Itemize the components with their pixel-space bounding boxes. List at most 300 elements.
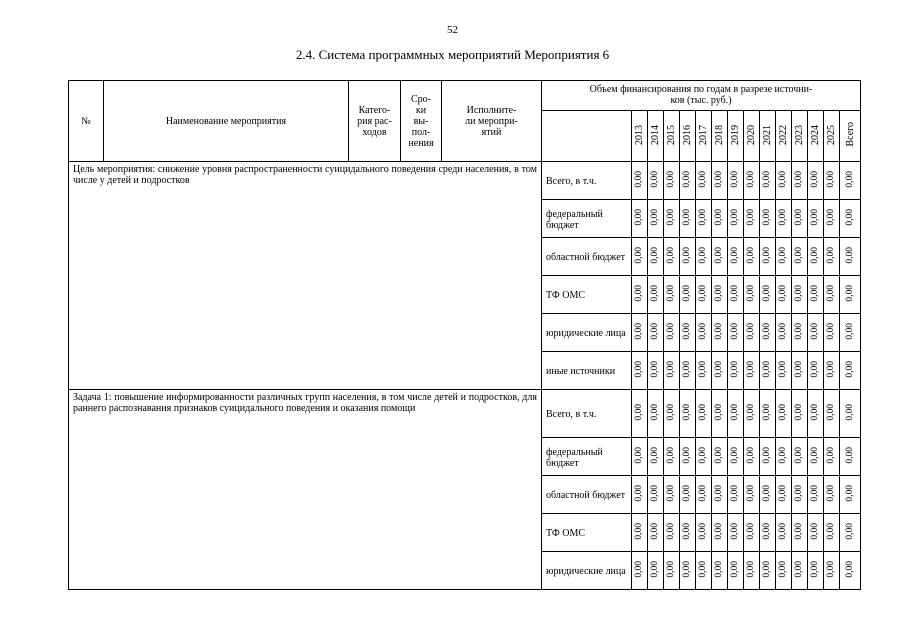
value-text: 0,00 xyxy=(650,403,660,421)
value-text: 0,00 xyxy=(746,360,756,378)
value-cell xyxy=(792,314,808,352)
value-cell xyxy=(648,314,664,352)
value-text: 0,00 xyxy=(778,360,788,378)
value-text: 0,00 xyxy=(682,246,692,264)
header-category: Катего- рия рас- ходов xyxy=(349,81,401,162)
year-header xyxy=(680,111,696,162)
value-text: 0,00 xyxy=(826,360,836,378)
year-header-label: 2014 xyxy=(650,124,661,145)
value-text: 0,00 xyxy=(714,208,724,226)
value-text: 0,00 xyxy=(698,403,708,421)
value-text: 0,00 xyxy=(826,403,836,421)
funding-source: федеральный бюджет xyxy=(542,200,632,238)
value-text: 0,00 xyxy=(698,170,708,188)
value-text: 0,00 xyxy=(666,560,676,578)
value-text: 0,00 xyxy=(778,560,788,578)
value-cell xyxy=(840,200,861,238)
value-cell xyxy=(712,552,728,590)
value-text: 0,00 xyxy=(682,284,692,302)
value-text: 0,00 xyxy=(698,446,708,464)
year-header xyxy=(632,111,648,162)
value-text: 0,00 xyxy=(634,322,644,340)
value-cell xyxy=(824,352,840,390)
value-text: 0,00 xyxy=(844,403,855,421)
value-text: 0,00 xyxy=(666,360,676,378)
program-activities-table xyxy=(68,80,861,590)
value-text: 0,00 xyxy=(844,522,855,540)
value-cell xyxy=(712,238,728,276)
value-cell xyxy=(808,476,824,514)
value-text: 0,00 xyxy=(810,284,820,302)
value-text: 0,00 xyxy=(844,208,855,226)
funding-source: юридические лица xyxy=(542,314,632,352)
value-cell xyxy=(712,200,728,238)
value-cell xyxy=(760,314,776,352)
value-text: 0,00 xyxy=(810,360,820,378)
value-text: 0,00 xyxy=(698,560,708,578)
value-cell xyxy=(696,390,712,438)
value-text: 0,00 xyxy=(746,446,756,464)
value-cell xyxy=(760,238,776,276)
funding-source: ТФ ОМС xyxy=(542,276,632,314)
funding-source: Всего, в т.ч. xyxy=(542,162,632,200)
value-cell xyxy=(760,514,776,552)
value-cell xyxy=(648,476,664,514)
value-cell xyxy=(632,238,648,276)
year-header-label: 2015 xyxy=(666,124,677,145)
value-cell xyxy=(808,238,824,276)
year-header-label: 2018 xyxy=(714,124,725,145)
value-text: 0,00 xyxy=(810,208,820,226)
value-cell xyxy=(712,514,728,552)
value-cell xyxy=(776,200,792,238)
year-header-label: 2019 xyxy=(730,124,741,145)
value-cell xyxy=(632,438,648,476)
value-text: 0,00 xyxy=(730,322,740,340)
value-cell xyxy=(712,438,728,476)
year-header-label: 2022 xyxy=(778,124,789,145)
value-cell xyxy=(680,476,696,514)
value-text: 0,00 xyxy=(746,522,756,540)
value-text: 0,00 xyxy=(634,522,644,540)
value-cell xyxy=(792,438,808,476)
value-cell xyxy=(632,552,648,590)
value-cell xyxy=(840,276,861,314)
header-name: Наименование мероприятия xyxy=(104,81,349,162)
value-text: 0,00 xyxy=(778,246,788,264)
value-cell xyxy=(648,238,664,276)
value-cell xyxy=(792,352,808,390)
value-text: 0,00 xyxy=(698,484,708,502)
value-cell xyxy=(728,390,744,438)
value-text: 0,00 xyxy=(682,360,692,378)
value-cell xyxy=(728,314,744,352)
value-text: 0,00 xyxy=(762,208,772,226)
value-text: 0,00 xyxy=(778,522,788,540)
value-text: 0,00 xyxy=(714,360,724,378)
value-text: 0,00 xyxy=(762,284,772,302)
year-header xyxy=(696,111,712,162)
value-cell xyxy=(728,476,744,514)
value-text: 0,00 xyxy=(650,246,660,264)
value-text: 0,00 xyxy=(682,403,692,421)
value-cell xyxy=(792,514,808,552)
value-cell xyxy=(840,552,861,590)
value-cell xyxy=(824,438,840,476)
value-cell xyxy=(696,276,712,314)
value-text: 0,00 xyxy=(666,446,676,464)
value-cell xyxy=(744,238,760,276)
year-header-label: 2024 xyxy=(810,124,821,145)
value-cell xyxy=(680,314,696,352)
value-text: 0,00 xyxy=(714,484,724,502)
value-cell xyxy=(664,476,680,514)
value-text: 0,00 xyxy=(650,522,660,540)
value-text: 0,00 xyxy=(746,284,756,302)
year-header-label: 2020 xyxy=(746,124,757,145)
value-text: 0,00 xyxy=(666,246,676,264)
value-text: 0,00 xyxy=(746,403,756,421)
value-text: 0,00 xyxy=(698,522,708,540)
value-cell xyxy=(728,276,744,314)
table-row xyxy=(69,162,861,200)
value-text: 0,00 xyxy=(794,560,804,578)
value-cell xyxy=(840,390,861,438)
value-cell xyxy=(744,514,760,552)
value-cell xyxy=(776,238,792,276)
value-cell xyxy=(664,238,680,276)
goal-text: Цель мероприятия: снижение уровня распространенности суицидального поведения среди населения, в том числе у детей и подростков xyxy=(69,162,542,390)
value-text: 0,00 xyxy=(730,284,740,302)
value-cell xyxy=(632,314,648,352)
value-cell xyxy=(728,352,744,390)
value-cell xyxy=(776,514,792,552)
value-cell xyxy=(712,390,728,438)
value-cell xyxy=(680,162,696,200)
value-cell xyxy=(824,514,840,552)
value-cell xyxy=(680,438,696,476)
funding-source: областной бюджет xyxy=(542,238,632,276)
value-text: 0,00 xyxy=(634,208,644,226)
value-text: 0,00 xyxy=(650,208,660,226)
value-cell xyxy=(808,438,824,476)
value-text: 0,00 xyxy=(666,522,676,540)
year-header xyxy=(776,111,792,162)
value-text: 0,00 xyxy=(762,484,772,502)
header-funding: Объем финансирования по годам в разрезе источни- ков (тыс. руб.) xyxy=(542,81,861,111)
value-text: 0,00 xyxy=(826,246,836,264)
value-text: 0,00 xyxy=(826,208,836,226)
value-text: 0,00 xyxy=(666,322,676,340)
value-text: 0,00 xyxy=(666,484,676,502)
value-text: 0,00 xyxy=(682,522,692,540)
year-header xyxy=(712,111,728,162)
value-cell xyxy=(728,514,744,552)
value-cell xyxy=(792,390,808,438)
value-cell xyxy=(824,390,840,438)
value-text: 0,00 xyxy=(778,484,788,502)
page-number: 52 xyxy=(447,24,458,36)
value-cell xyxy=(712,476,728,514)
value-cell xyxy=(824,476,840,514)
value-text: 0,00 xyxy=(762,246,772,264)
value-cell xyxy=(680,552,696,590)
value-text: 0,00 xyxy=(634,484,644,502)
value-text: 0,00 xyxy=(826,522,836,540)
year-header xyxy=(664,111,680,162)
value-text: 0,00 xyxy=(634,446,644,464)
value-text: 0,00 xyxy=(730,522,740,540)
value-text: 0,00 xyxy=(714,560,724,578)
value-cell xyxy=(744,552,760,590)
value-cell xyxy=(840,514,861,552)
value-text: 0,00 xyxy=(826,322,836,340)
value-cell xyxy=(792,552,808,590)
value-cell xyxy=(728,552,744,590)
year-header-label: 2021 xyxy=(762,124,773,145)
value-cell xyxy=(680,352,696,390)
value-cell xyxy=(648,200,664,238)
value-cell xyxy=(840,438,861,476)
value-text: 0,00 xyxy=(650,560,660,578)
value-cell xyxy=(648,276,664,314)
value-cell xyxy=(664,438,680,476)
value-text: 0,00 xyxy=(698,246,708,264)
value-text: 0,00 xyxy=(810,322,820,340)
year-header xyxy=(840,111,861,162)
value-text: 0,00 xyxy=(714,246,724,264)
value-text: 0,00 xyxy=(634,403,644,421)
value-text: 0,00 xyxy=(778,446,788,464)
value-text: 0,00 xyxy=(682,446,692,464)
value-cell xyxy=(632,390,648,438)
value-cell xyxy=(664,352,680,390)
value-text: 0,00 xyxy=(826,446,836,464)
value-text: 0,00 xyxy=(682,170,692,188)
value-text: 0,00 xyxy=(650,170,660,188)
value-cell xyxy=(696,552,712,590)
value-text: 0,00 xyxy=(826,170,836,188)
value-cell xyxy=(680,514,696,552)
year-header-label: Всего xyxy=(844,122,856,147)
value-text: 0,00 xyxy=(682,208,692,226)
value-text: 0,00 xyxy=(666,284,676,302)
value-text: 0,00 xyxy=(666,403,676,421)
year-header xyxy=(744,111,760,162)
value-text: 0,00 xyxy=(666,208,676,226)
value-text: 0,00 xyxy=(634,170,644,188)
header-source-blank xyxy=(542,111,632,162)
value-cell xyxy=(648,390,664,438)
value-cell xyxy=(776,276,792,314)
value-text: 0,00 xyxy=(698,322,708,340)
value-cell xyxy=(680,390,696,438)
value-cell xyxy=(632,476,648,514)
value-cell xyxy=(728,162,744,200)
value-cell xyxy=(808,552,824,590)
value-text: 0,00 xyxy=(810,246,820,264)
value-text: 0,00 xyxy=(682,560,692,578)
value-cell xyxy=(648,514,664,552)
value-text: 0,00 xyxy=(810,560,820,578)
value-cell xyxy=(776,438,792,476)
value-text: 0,00 xyxy=(794,360,804,378)
value-text: 0,00 xyxy=(844,246,855,264)
value-cell xyxy=(696,438,712,476)
funding-source: юридические лица xyxy=(542,552,632,590)
year-header-label: 2023 xyxy=(794,124,805,145)
table-row xyxy=(69,390,861,438)
value-cell xyxy=(760,438,776,476)
value-text: 0,00 xyxy=(746,208,756,226)
year-header xyxy=(792,111,808,162)
value-text: 0,00 xyxy=(650,284,660,302)
value-text: 0,00 xyxy=(794,403,804,421)
value-cell xyxy=(664,162,680,200)
value-cell xyxy=(760,352,776,390)
value-cell xyxy=(648,438,664,476)
value-text: 0,00 xyxy=(730,170,740,188)
value-text: 0,00 xyxy=(762,560,772,578)
value-cell xyxy=(696,352,712,390)
value-text: 0,00 xyxy=(650,322,660,340)
value-text: 0,00 xyxy=(714,322,724,340)
value-text: 0,00 xyxy=(730,446,740,464)
value-text: 0,00 xyxy=(810,403,820,421)
value-cell xyxy=(824,200,840,238)
value-text: 0,00 xyxy=(844,446,855,464)
value-text: 0,00 xyxy=(762,322,772,340)
value-text: 0,00 xyxy=(682,484,692,502)
year-header-label: 2013 xyxy=(634,124,645,145)
year-header xyxy=(824,111,840,162)
value-cell xyxy=(840,238,861,276)
value-text: 0,00 xyxy=(714,446,724,464)
value-cell xyxy=(728,238,744,276)
value-cell xyxy=(792,200,808,238)
year-header xyxy=(808,111,824,162)
value-cell xyxy=(808,200,824,238)
value-text: 0,00 xyxy=(714,403,724,421)
value-text: 0,00 xyxy=(794,246,804,264)
value-text: 0,00 xyxy=(794,170,804,188)
value-cell xyxy=(744,276,760,314)
header-terms: Сро- ки вы- пол- нения xyxy=(401,81,442,162)
value-cell xyxy=(632,276,648,314)
value-text: 0,00 xyxy=(810,446,820,464)
value-text: 0,00 xyxy=(778,403,788,421)
value-cell xyxy=(664,200,680,238)
value-text: 0,00 xyxy=(778,208,788,226)
value-text: 0,00 xyxy=(634,560,644,578)
value-text: 0,00 xyxy=(650,360,660,378)
value-cell xyxy=(680,276,696,314)
value-cell xyxy=(632,514,648,552)
value-text: 0,00 xyxy=(826,560,836,578)
value-cell xyxy=(776,314,792,352)
value-text: 0,00 xyxy=(634,246,644,264)
value-cell xyxy=(808,314,824,352)
value-cell xyxy=(760,552,776,590)
value-cell xyxy=(792,276,808,314)
value-cell xyxy=(840,476,861,514)
value-cell xyxy=(776,552,792,590)
value-text: 0,00 xyxy=(746,484,756,502)
value-cell xyxy=(744,390,760,438)
value-cell xyxy=(744,352,760,390)
value-cell xyxy=(712,162,728,200)
value-cell xyxy=(776,476,792,514)
value-text: 0,00 xyxy=(650,446,660,464)
value-cell xyxy=(760,200,776,238)
value-cell xyxy=(712,352,728,390)
year-header xyxy=(760,111,776,162)
value-cell xyxy=(680,200,696,238)
funding-source: Всего, в т.ч. xyxy=(542,390,632,438)
value-text: 0,00 xyxy=(746,170,756,188)
value-cell xyxy=(840,352,861,390)
year-header-label: 2016 xyxy=(682,124,693,145)
value-cell xyxy=(664,514,680,552)
value-cell xyxy=(712,276,728,314)
value-cell xyxy=(664,390,680,438)
value-text: 0,00 xyxy=(698,284,708,302)
funding-source: иные источники xyxy=(542,352,632,390)
value-cell xyxy=(840,314,861,352)
value-text: 0,00 xyxy=(844,360,855,378)
year-header-label: 2025 xyxy=(826,124,837,145)
value-cell xyxy=(680,238,696,276)
value-text: 0,00 xyxy=(762,403,772,421)
value-cell xyxy=(664,552,680,590)
value-text: 0,00 xyxy=(844,170,855,188)
value-text: 0,00 xyxy=(778,284,788,302)
value-cell xyxy=(760,276,776,314)
value-text: 0,00 xyxy=(714,170,724,188)
value-text: 0,00 xyxy=(794,322,804,340)
page-title: 2.4. Система программных мероприятий Мероприятия 6 xyxy=(295,47,610,62)
value-text: 0,00 xyxy=(714,522,724,540)
header-num: № xyxy=(69,81,104,162)
value-text: 0,00 xyxy=(730,403,740,421)
value-text: 0,00 xyxy=(634,360,644,378)
value-cell xyxy=(632,200,648,238)
value-text: 0,00 xyxy=(730,360,740,378)
value-cell xyxy=(824,238,840,276)
value-text: 0,00 xyxy=(844,322,855,340)
year-header xyxy=(648,111,664,162)
value-text: 0,00 xyxy=(762,522,772,540)
value-cell xyxy=(808,514,824,552)
value-cell xyxy=(728,438,744,476)
value-text: 0,00 xyxy=(762,170,772,188)
value-text: 0,00 xyxy=(730,484,740,502)
value-cell xyxy=(840,162,861,200)
value-text: 0,00 xyxy=(746,246,756,264)
value-text: 0,00 xyxy=(666,170,676,188)
value-cell xyxy=(744,162,760,200)
value-cell xyxy=(824,314,840,352)
value-cell xyxy=(648,552,664,590)
task-text: Задача 1: повышение информированности различных групп населения, в том числе детей и подростков, для раннего распознавания признаков суицидального поведения и оказания помощи xyxy=(69,390,542,590)
value-cell xyxy=(728,200,744,238)
value-text: 0,00 xyxy=(730,560,740,578)
value-cell xyxy=(744,200,760,238)
value-text: 0,00 xyxy=(634,284,644,302)
value-cell xyxy=(696,476,712,514)
value-cell xyxy=(760,390,776,438)
value-cell xyxy=(744,314,760,352)
